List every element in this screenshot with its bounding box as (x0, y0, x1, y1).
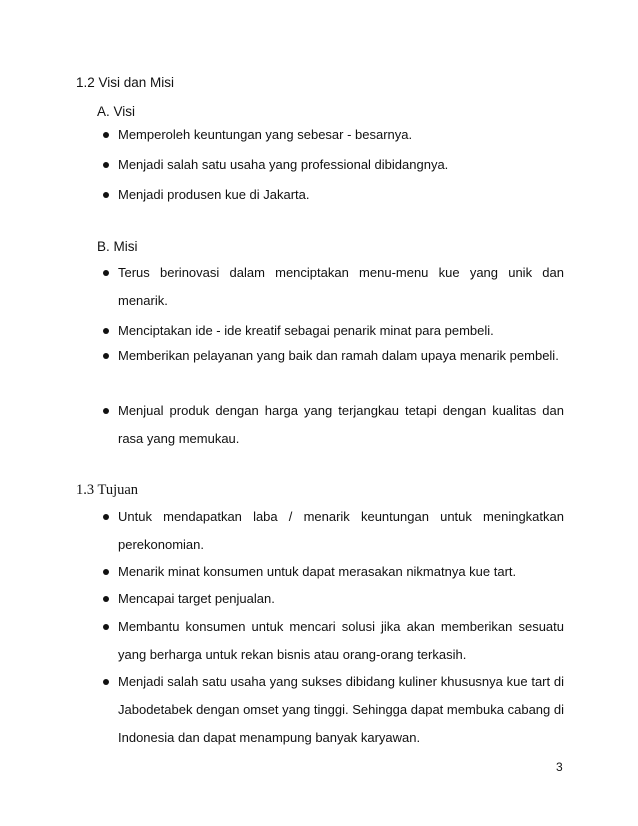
bullet-icon (103, 132, 109, 138)
list-item: Mencapai target penjualan. (118, 585, 564, 613)
subheading-misi: B. Misi (97, 239, 138, 254)
list-item: Untuk mendapatkan laba / menarik keuntungan untuk meningkatkan perekonomian. (118, 503, 564, 559)
bullet-icon (103, 328, 109, 334)
list-item: Menjadi salah satu usaha yang professional dibidangnya. (118, 151, 564, 179)
list-item: Menjual produk dengan harga yang terjangkau tetapi dengan kualitas dan rasa yang memukau. (118, 397, 564, 453)
list-item: Menjadi produsen kue di Jakarta. (118, 181, 564, 209)
bullet-icon (103, 596, 109, 602)
list-item: Menjadi salah satu usaha yang sukses dibidang kuliner khususnya kue tart di Jabodetabek dengan omset yang tinggi. Sehingga dapat membuka cabang di Indonesia dan dapat menampung banyak karyawan. (118, 668, 564, 752)
list-item: Memperoleh keuntungan yang sebesar - besarnya. (118, 121, 564, 149)
subheading-visi: A. Visi (97, 104, 136, 119)
bullet-icon (103, 569, 109, 575)
section-heading-visi-misi: 1.2 Visi dan Misi (76, 75, 175, 90)
bullet-icon (103, 679, 109, 685)
bullet-icon (103, 408, 109, 414)
bullet-icon (103, 162, 109, 168)
bullet-icon (103, 192, 109, 198)
page-number: 3 (556, 760, 563, 774)
list-item: Memberikan pelayanan yang baik dan ramah dalam upaya menarik pembeli. (118, 342, 564, 370)
list-item: Membantu konsumen untuk mencari solusi jika akan memberikan sesuatu yang berharga untuk rekan bisnis atau orang-orang terkasih. (118, 613, 564, 669)
bullet-icon (103, 270, 109, 276)
bullet-icon (103, 353, 109, 359)
bullet-icon (103, 624, 109, 630)
bullet-icon (103, 514, 109, 520)
list-item: Menarik minat konsumen untuk dapat merasakan nikmatnya kue tart. (118, 558, 564, 586)
list-item: Menciptakan ide - ide kreatif sebagai penarik minat para pembeli. (118, 317, 564, 345)
list-item: Terus berinovasi dalam menciptakan menu-menu kue yang unik dan menarik. (118, 259, 564, 315)
section-heading-tujuan: 1.3 Tujuan (76, 482, 139, 498)
